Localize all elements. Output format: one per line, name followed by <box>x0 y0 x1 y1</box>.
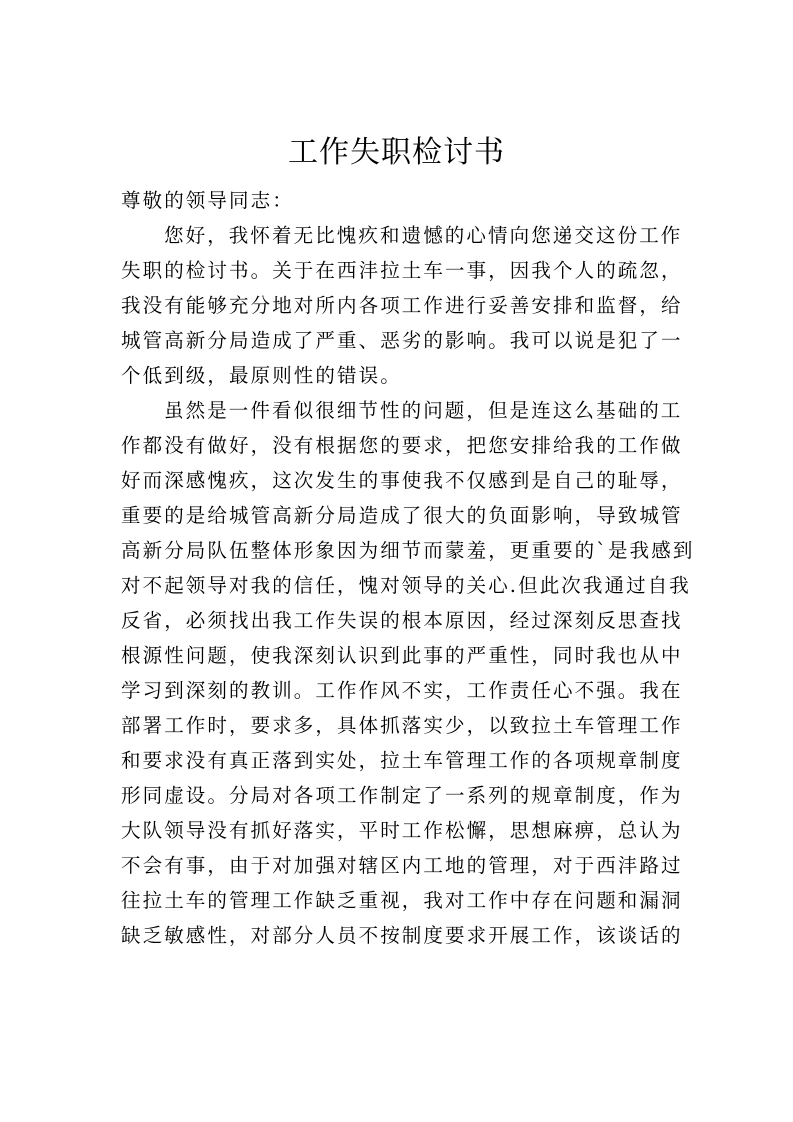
paragraph-line: 失职的检讨书。关于在西沣拉土车一事，因我个人的疏忽， <box>121 259 683 282</box>
paragraph-line: 往拉土车的管理工作缺乏重视，我对工作中存在问题和漏洞 <box>121 889 683 912</box>
paragraph-line: 您好，我怀着无比愧疚和遗憾的心情向您递交这份工作 <box>164 224 683 247</box>
paragraph-line: 缺乏敏感性，对部分人员不按制度要求开展工作，该谈话的 <box>121 924 683 947</box>
paragraph-line: 反省，必须找出我工作失误的根本原因，经过深刻反思查找 <box>121 609 683 632</box>
salutation: 尊敬的领导同志： <box>121 189 294 212</box>
document-title: 工作失职检讨书 <box>288 135 505 170</box>
paragraph-line: 好而深感愧疚，这次发生的事使我不仅感到是自己的耻辱， <box>121 469 683 492</box>
paragraph-line: 形同虚设。分局对各项工作制定了一系列的规章制度，作为 <box>121 784 683 807</box>
paragraph-line: 部署工作时，要求多，具体抓落实少，以致拉土车管理工作 <box>121 714 683 737</box>
paragraph-line: 大队领导没有抓好落实，平时工作松懈，思想麻痹，总认为 <box>121 819 683 842</box>
paragraph-line: 不会有事，由于对加强对辖区内工地的管理，对于西沣路过 <box>121 854 683 877</box>
paragraph-line: 学习到深刻的教训。工作作风不实，工作责任心不强。我在 <box>121 679 683 702</box>
paragraph-line: 作都没有做好，没有根据您的要求，把您安排给我的工作做 <box>121 434 683 457</box>
paragraph-line: 个低到级，最原则性的错误。 <box>121 364 402 387</box>
paragraph-1 <box>121 218 683 393</box>
paragraph-line: 对不起领导对我的信任，愧对领导的关心.但此次我通过自我 <box>121 574 691 597</box>
paragraph-line: 虽然是一件看似很细节性的问题，但是连这么基础的工 <box>164 399 683 422</box>
paragraph-line: 根源性问题，使我深刻认识到此事的严重性，同时我也从中 <box>121 644 683 667</box>
paragraph-2 <box>121 393 695 953</box>
paragraph-line: 城管高新分局造成了严重、恶劣的影响。我可以说是犯了一 <box>121 329 683 352</box>
paragraph-line: 和要求没有真正落到实处，拉土车管理工作的各项规章制度 <box>121 749 683 772</box>
paragraph-line: 重要的是给城管高新分局造成了很大的负面影响，导致城管 <box>121 504 683 527</box>
paragraph-line: 我没有能够充分地对所内各项工作进行妥善安排和监督，给 <box>121 294 683 317</box>
paragraph-line: 高新分局队伍整体形象因为细节而蒙羞，更重要的`是我感到 <box>121 539 695 562</box>
document-body <box>121 183 695 953</box>
